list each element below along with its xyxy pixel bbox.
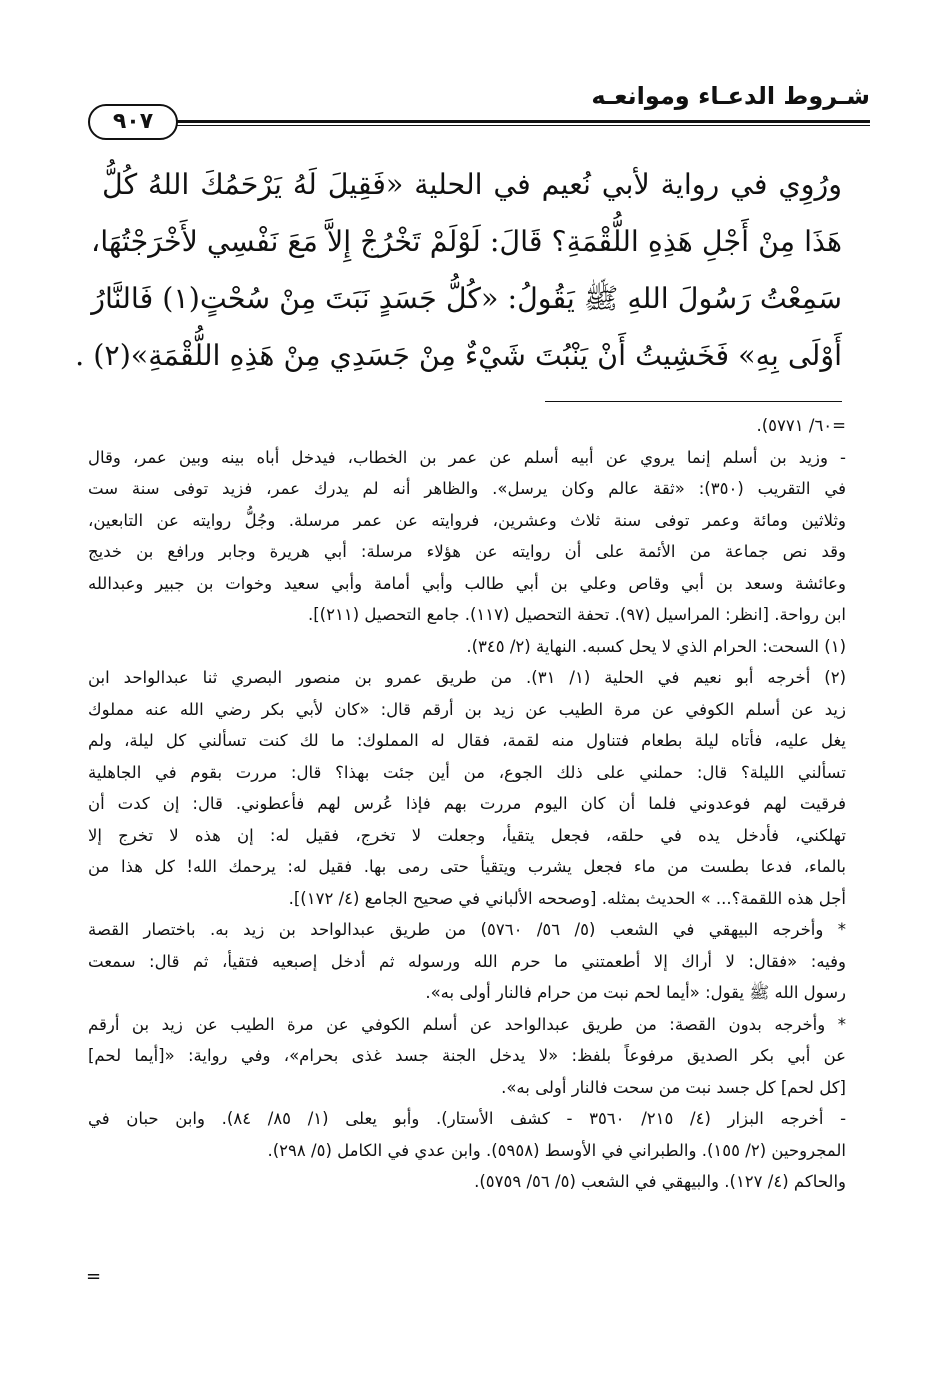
main-text-line: ورُوِي في رواية لأبي نُعيم في الحلية «فَقِيلَ لَهُ يَرْحَمُكَ اللهُ كُلُّ: [102, 168, 842, 201]
page-header: [80, 82, 870, 142]
footnote-line: أجل هذه اللقمة؟... » الحديث بمثله. [وصححه الألباني في صحيح الجامع (٤/ ١٧٢)].: [288, 888, 846, 908]
continuation-mark: =: [86, 1266, 102, 1287]
footnote-line: فرقيت لهم فوعدوني فلما أن كان اليوم مررت بهم فإذا عُرس لهم فأعطوني. قال: إن كدت أن: [88, 794, 846, 813]
footnote-line: (١) السحت: الحرام الذي لا يحل كسبه. النهاية (٢/ ٣٤٥).: [466, 636, 846, 656]
main-text-line: هَذَا مِنْ أَجْلِ هَذِهِ اللُّقْمَةِ؟ قَالَ: لَوْلَمْ تَخْرُجْ إِلاَّ مَعَ نَفْسِي لأَخْرَجْتُهَا،: [91, 225, 842, 258]
header-rule: [166, 120, 870, 126]
footnote-line: (٢) أخرجه أبو نعيم في الحلية (١/ ٣١). من طريق عمرو بن منصور البصري ثنا عبدالواحد ابن: [88, 668, 847, 687]
footnote-line: [كل لحم] كل جسد نبت من سحت فالنار أولى به».: [501, 1077, 846, 1097]
footnote-line: - وزيد بن أسلم إنما يروي عن أبيه أسلم عن عمر بن الخطاب، فيدخل أباه بينه وبين عمر، وقال: [88, 447, 846, 467]
main-text: [75, 156, 842, 384]
footnote-line: زيد عن أسلم الكوفي عن مرة الطيب عن زيد بن أرقم قال: «كان لأبي بكر رضي الله عنه مملوك: [88, 699, 846, 719]
main-text-line: سَمِعْتُ رَسُولَ اللهِ ﷺ يَقُولُ: «كُلُّ جَسَدٍ نَبَتَ مِنْ سُحْتٍ(١) فَالنَّارُ: [91, 282, 842, 315]
footnote-line: يغل عليه، فأتاه ليلة بطعام فتناول منه لقمة، فقال له المملوك: ما لك كنت تسألني كل ليلة، ولم: [88, 731, 846, 750]
footnote-line: عن أبي بكر الصديق مرفوعاً بلفظ: «لا يدخل الجنة جسد غذى بحرام»، وفي رواية: «[أيما لحم]: [88, 1046, 846, 1065]
footnote-line: وقد نص جماعة من الأئمة على أن روايته عن هؤلاء مرسلة: أبي هريرة وجابر ورافع بن خديج: [88, 542, 846, 561]
footnote-line: في التقريب (٣٥٠): «ثقة عالم وكان يرسل». والظاهر أنه لم يدرك عمر، فزيد توفى سنة ست: [88, 479, 847, 498]
footnote-line: ابن رواحة. [انظر: المراسيل (٩٧). تحفة التحصيل (١١٧). جامع التحصيل (٢١١)].: [307, 605, 846, 624]
running-title: شـروط الدعـاء وموانعـه: [591, 82, 870, 110]
main-text-line: أَوْلَى بِهِ» فَخَشِيتُ أَنْ يَنْبُتَ شَيْءٌ مِنْ جَسَدِي مِنْ هَذِهِ اللُّقْمَةِ»(٢) .: [75, 339, 842, 372]
footnote-divider: [545, 401, 842, 402]
footnote-line: وفيه: «فقال: لا أراك إلا أطعمتني ما حرم الله ورسوله ثم أدخل إصبعيه فتقيأ، ثم قال: سمعت: [88, 951, 846, 971]
page-number: ٩٠٧: [88, 104, 178, 140]
footnote-line: وعائشة وسعد بن أبي وقاص وعلي بن أبي طالب وأبي أمامة وأبي سعيد وخوات بن جبير وعبدالله: [88, 573, 846, 593]
footnote-line: وثلاثين ومائة وعمر توفى سنة ثلاث وعشرين، فروايته عن عمر مرسلة. وجُلُّ روايته عن التابعين،: [88, 510, 846, 530]
footnote-line: - أخرجه البزار (٤/ ٢١٥/ ٣٥٦٠ - كشف الأستار). وأبو يعلى (١/ ٨٥/ ٨٤). وابن حبان في: [88, 1109, 847, 1128]
footnote-line: بالماء، فدعا بطست من ماء فجعل يشرب ويتقيأ حتى رمى بها. فقيل له: يرحمك الله! كل هذا من: [88, 857, 846, 876]
footnote-line: * وأخرجه البيهقي في الشعب (٥/ ٥٦/ ٥٧٦٠) من طريق عبدالواحد بن زيد به. باختصار القصة: [88, 920, 846, 939]
footnote-line: والحاكم (٤/ ١٢٧). والبيهقي في الشعب (٥/ ٥٦/ ٥٧٥٩).: [474, 1172, 846, 1191]
footnote-line: المجروحين (٢/ ١٥٥). والطبراني في الأوسط (٥٩٥٨). وابن عدي في الكامل (٥/ ٢٩٨).: [267, 1140, 846, 1160]
footnote-line: تسألني الليلة؟ قال: حملني على ذلك الجوع، من أين جئت بهذا؟ قال: مررت بقوم في الجاهلية: [88, 762, 846, 782]
footnotes: [88, 410, 846, 1198]
footnote-line: رسول الله ﷺ يقول: «أيما لحم نبت من حرام فالنار أولى به».: [425, 983, 846, 1002]
footnote-line: * وأخرجه بدون القصة: من طريق عبدالواحد عن أسلم الكوفي عن مرة الطيب عن زيد بن أرقم: [88, 1014, 846, 1034]
footnote-line: =٦٠/ ٥٧٧١).: [756, 416, 846, 435]
footnote-line: تهلكني، فأدخل يده في حلقه، فجعل يتقيأ، وجعلت لا تخرج، فقيل له: إن هذه لا تخرج إلا: [88, 825, 846, 845]
